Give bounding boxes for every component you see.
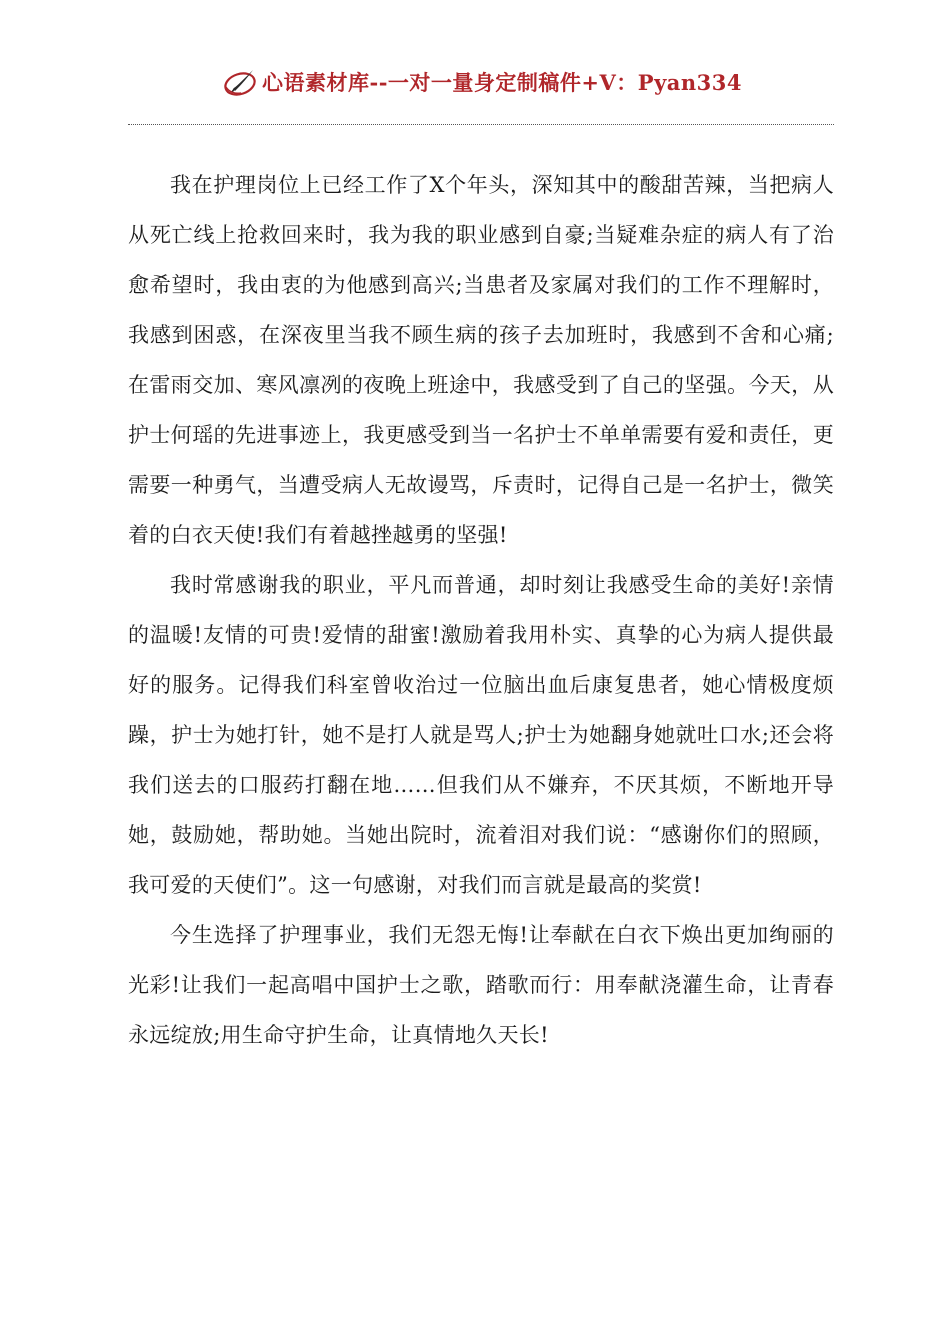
paragraph-2: 我时常感谢我的职业，平凡而普通，却时刻让我感受生命的美好!亲情的温暖!友情的可贵!爱情的甜蜜!激励着我用朴实、真挚的心为病人提供最好的服务。记得我们科室曾收治过一位脑出血后康复患者，她心情极度烦躁，护士为她打针，她不是打人就是骂人;护士为她翻身她就吐口水;还会将我们送去的口服药打翻在地……但我们从不嫌弃，不厌其烦，不断地开导她，鼓励她，帮助她。当她出院时，流着泪对我们说：“感谢你们的照顾，我可爱的天使们”。这一句感谢，对我们而言就是最高的奖赏!: [128, 573, 834, 897]
page-header: [128, 62, 834, 102]
article-body: [128, 160, 834, 1060]
header-title: 心语素材库--一对一量身定制稿件+V：Pyan334: [261, 70, 743, 95]
paragraph-3: 今生选择了护理事业，我们无怨无悔!让奉献在白衣下焕出更加绚丽的光彩!让我们一起高唱中国护士之歌，踏歌而行：用奉献浇灌生命，让青春永远绽放;用生命守护生命，让真情地久天长!: [128, 923, 834, 1047]
quill-heart-logo-icon: [220, 65, 260, 99]
paragraph-1: 我在护理岗位上已经工作了X个年头，深知其中的酸甜苦辣，当把病人从死亡线上抢救回来时，我为我的职业感到自豪;当疑难杂症的病人有了治愈希望时，我由衷的为他感到高兴;当患者及家属对我们的工作不理解时，我感到困惑，在深夜里当我不顾生病的孩子去加班时，我感到不舍和心痛;在雷雨交加、寒风凛冽的夜晚上班途中，我感受到了自己的坚强。今天，从护士何瑶的先进事迹上，我更感受到当一名护士不单单需要有爱和责任，更需要一种勇气，当遭受病人无故谩骂，斥责时，记得自己是一名护士，微笑着的白衣天使!我们有着越挫越勇的坚强!: [128, 173, 834, 547]
header-divider: [128, 124, 834, 125]
